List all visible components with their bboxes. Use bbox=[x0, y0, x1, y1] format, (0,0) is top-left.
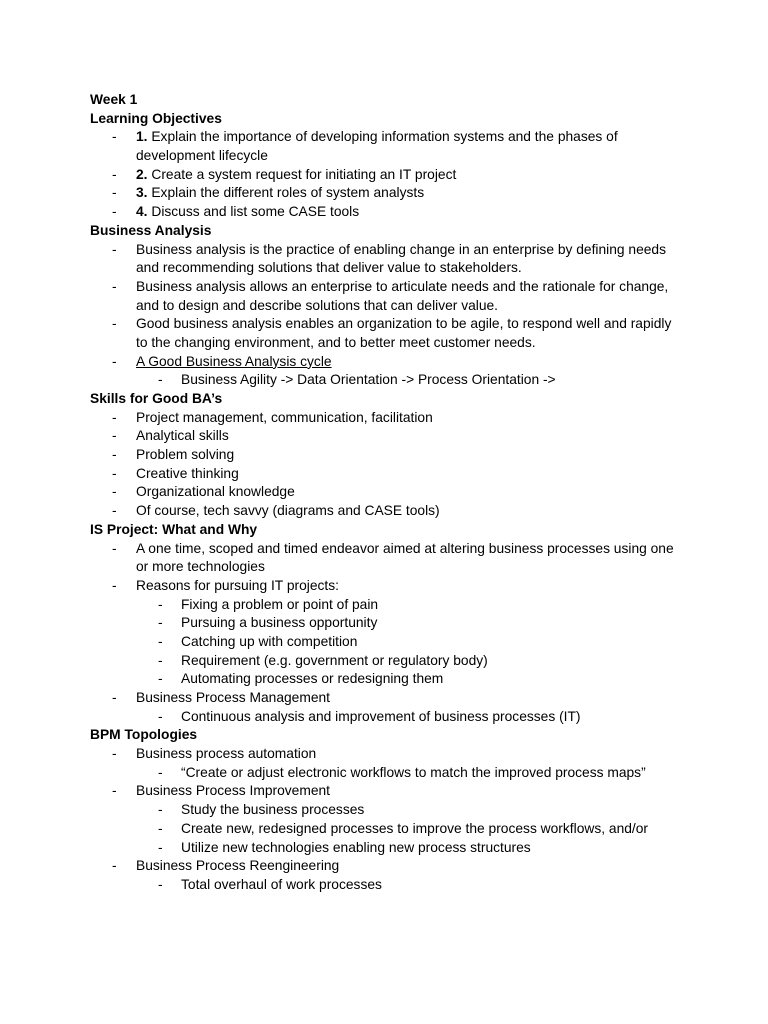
item-text: Business Process Reengineering bbox=[136, 858, 340, 874]
item-text: Explain the importance of developing information systems and the phases of bbox=[147, 129, 618, 145]
list-item-continuation: or more technologies bbox=[136, 559, 265, 575]
bullet-dash: - bbox=[112, 185, 117, 201]
item-number: 2. bbox=[136, 166, 148, 182]
bullet-dash: - bbox=[112, 278, 117, 294]
bullet-dash: - bbox=[158, 764, 163, 780]
item-text: Business Process Improvement bbox=[136, 783, 330, 799]
bullet-dash: - bbox=[112, 166, 117, 182]
bullet-dash: - bbox=[112, 428, 117, 444]
item-text: Creative thinking bbox=[136, 465, 239, 481]
list-item bbox=[0, 745, 768, 764]
list-item bbox=[0, 446, 768, 465]
item-text: Business process automation bbox=[136, 746, 317, 762]
bullet-dash: - bbox=[158, 708, 163, 724]
bullet-dash: - bbox=[158, 671, 163, 687]
sub-list-item bbox=[0, 670, 768, 689]
section-heading-skills: Skills for Good BA’s bbox=[90, 391, 223, 406]
item-text: Business analysis is the practice of enabling change in an enterprise by defining needs bbox=[136, 241, 666, 257]
bullet-dash: - bbox=[158, 615, 163, 631]
list-item bbox=[0, 203, 768, 222]
sub-list-item bbox=[0, 764, 768, 783]
sub-list-item bbox=[0, 652, 768, 671]
bullet-dash: - bbox=[112, 204, 117, 220]
list-item bbox=[0, 502, 768, 521]
bullet-dash: - bbox=[112, 353, 117, 369]
list-item bbox=[0, 353, 768, 372]
item-text: Requirement (e.g. government or regulatory body) bbox=[181, 652, 488, 668]
bullet-dash: - bbox=[112, 746, 117, 762]
list-item bbox=[0, 409, 768, 428]
bullet-dash: - bbox=[112, 316, 117, 332]
item-text: Business Process Management bbox=[136, 690, 331, 705]
bullet-dash: - bbox=[158, 633, 163, 649]
item-text: Good business analysis enables an organization to be agile, to respond well and rapidly bbox=[136, 316, 672, 332]
section-heading-is-project: IS Project: What and Why bbox=[90, 521, 258, 537]
item-number: 4. bbox=[136, 204, 148, 220]
item-text: Continuous analysis and improvement of business processes (IT) bbox=[181, 708, 581, 724]
item-text: Utilize new technologies enabling new process structures bbox=[181, 839, 531, 855]
item-text: Create a system request for initiating an IT project bbox=[147, 166, 457, 182]
list-item bbox=[0, 782, 768, 801]
item-text: Fixing a problem or point of pain bbox=[181, 596, 379, 612]
sub-list-item bbox=[0, 371, 768, 390]
bullet-dash: - bbox=[112, 409, 117, 425]
bullet-dash: - bbox=[112, 540, 117, 556]
bullet-dash: - bbox=[112, 577, 117, 593]
list-item-continuation: development lifecycle bbox=[136, 148, 268, 164]
item-text-underlined: A Good Business Analysis cycle bbox=[136, 353, 332, 369]
sub-list-item bbox=[0, 839, 768, 858]
list-item bbox=[0, 540, 768, 559]
list-item bbox=[0, 427, 768, 446]
list-item bbox=[0, 278, 768, 297]
list-item bbox=[0, 465, 768, 484]
item-text: Catching up with competition bbox=[181, 633, 358, 649]
sub-list-item bbox=[0, 876, 768, 895]
item-text: Reasons for pursuing IT projects: bbox=[136, 577, 339, 593]
list-item-continuation: and to design and describe solutions that can deliver value. bbox=[136, 297, 499, 313]
bullet-dash: - bbox=[112, 690, 117, 705]
item-text: Discuss and list some CASE tools bbox=[147, 204, 360, 220]
item-text: Business Agility -> Data Orientation -> Process Orientation -> bbox=[181, 372, 556, 388]
list-item bbox=[0, 315, 768, 334]
section-heading-learning-objectives: Learning Objectives bbox=[90, 110, 222, 126]
list-item bbox=[0, 128, 768, 147]
item-text: Explain the different roles of system analysts bbox=[147, 185, 425, 201]
list-item bbox=[0, 184, 768, 203]
sub-list-item bbox=[0, 820, 768, 839]
item-number: 3. bbox=[136, 185, 148, 201]
section-heading-bpm-topologies: BPM Topologies bbox=[90, 727, 198, 743]
bullet-dash: - bbox=[112, 858, 117, 874]
bullet-dash: - bbox=[112, 783, 117, 799]
sub-list-item bbox=[0, 614, 768, 633]
list-item bbox=[0, 577, 768, 596]
list-item-continuation: to the changing environment, and to better meet customer needs. bbox=[136, 334, 536, 350]
item-text: Organizational knowledge bbox=[136, 484, 295, 500]
list-item bbox=[0, 689, 768, 708]
bullet-dash: - bbox=[158, 652, 163, 668]
list-item bbox=[0, 483, 768, 502]
bullet-dash: - bbox=[158, 839, 163, 855]
sub-list-item bbox=[0, 633, 768, 652]
item-text: Study the business processes bbox=[181, 802, 365, 818]
item-text: Business analysis allows an enterprise to articulate needs and the rationale for change, bbox=[136, 278, 669, 294]
bullet-dash: - bbox=[112, 447, 117, 463]
bullet-dash: - bbox=[112, 465, 117, 481]
sub-list-item bbox=[0, 708, 768, 727]
item-text: Total overhaul of work processes bbox=[181, 876, 382, 892]
item-text: Of course, tech savvy (diagrams and CASE tools) bbox=[136, 503, 440, 519]
bullet-dash: - bbox=[112, 484, 117, 500]
bullet-dash: - bbox=[112, 129, 117, 145]
bullet-dash: - bbox=[158, 596, 163, 612]
list-item bbox=[0, 857, 768, 876]
item-text: Problem solving bbox=[136, 447, 235, 463]
list-item-continuation: and recommending solutions that deliver value to stakeholders. bbox=[136, 260, 522, 276]
bullet-dash: - bbox=[112, 503, 117, 519]
item-text: Analytical skills bbox=[136, 428, 229, 444]
item-text: Project management, communication, facilitation bbox=[136, 409, 433, 425]
bullet-dash: - bbox=[158, 802, 163, 818]
item-number: 1. bbox=[136, 129, 148, 145]
list-item bbox=[0, 166, 768, 185]
sub-list-item bbox=[0, 801, 768, 820]
bullet-dash: - bbox=[158, 876, 163, 892]
item-text: Automating processes or redesigning them bbox=[181, 671, 444, 687]
sub-list-item bbox=[0, 596, 768, 615]
item-text: A one time, scoped and timed endeavor aimed at altering business processes using one bbox=[136, 540, 674, 556]
item-text: Create new, redesigned processes to improve the process workflows, and/or bbox=[181, 820, 649, 836]
bullet-dash: - bbox=[158, 820, 163, 836]
section-heading-business-analysis: Business Analysis bbox=[90, 222, 212, 238]
bullet-dash: - bbox=[112, 241, 117, 257]
week-title: Week 1 bbox=[90, 92, 138, 107]
list-item bbox=[0, 241, 768, 260]
item-text: Pursuing a business opportunity bbox=[181, 615, 378, 631]
item-text: “Create or adjust electronic workflows to match the improved process maps” bbox=[181, 764, 646, 780]
bullet-dash: - bbox=[158, 372, 163, 388]
